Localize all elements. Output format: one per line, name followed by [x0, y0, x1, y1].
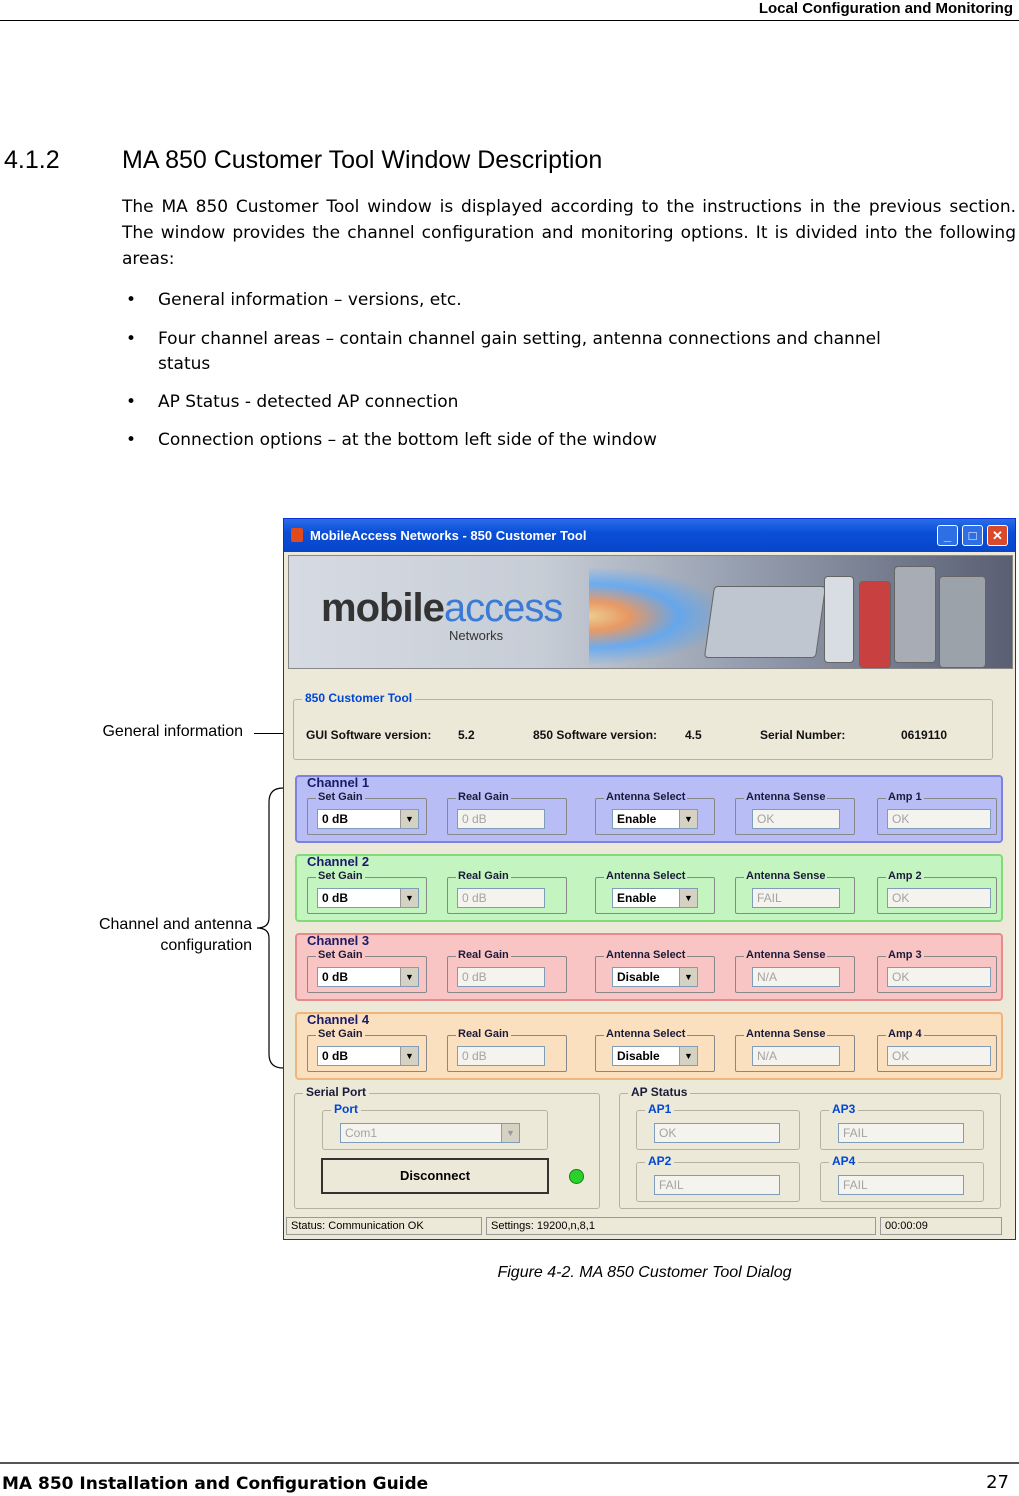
amp-status-field: OK — [887, 888, 991, 908]
real-gain-field: 0 dB — [457, 967, 545, 987]
set-gain-select[interactable]: 0 dB ▼ — [317, 967, 419, 987]
window-title-bar[interactable] — [284, 519, 1015, 552]
ap2-group — [636, 1154, 800, 1202]
section-number: 4.1.2 — [4, 146, 60, 174]
pda-image — [939, 576, 986, 668]
chevron-down-icon[interactable]: ▼ — [400, 889, 418, 907]
antenna-sense-group: Antenna Sense N/A — [735, 956, 855, 993]
settings-text: Settings: 19200,n,8,1 — [486, 1217, 876, 1235]
amp-status-field: OK — [887, 1046, 991, 1066]
channel-label: Channel 2 — [307, 854, 370, 869]
pda-image — [894, 566, 936, 663]
software-version-value: 4.5 — [685, 728, 702, 742]
brand-logo-subtitle: Networks — [449, 628, 504, 643]
footer-divider — [0, 1462, 1019, 1464]
set-gain-group: Set Gain 0 dB ▼ — [307, 877, 427, 914]
antenna-select-group: Antenna Select Enable ▼ — [595, 798, 715, 835]
maximize-button[interactable]: □ — [962, 525, 983, 546]
brand-logo: mobileaccess — [321, 586, 563, 630]
serial-number-value: 0619110 — [901, 728, 948, 742]
ap4-group — [820, 1154, 984, 1202]
set-gain-select[interactable]: 0 dB ▼ — [317, 809, 419, 829]
amp-status-group: Amp 4 OK — [877, 1035, 997, 1072]
chevron-down-icon[interactable]: ▼ — [679, 810, 697, 828]
amp-status-field: OK — [887, 809, 991, 829]
chevron-down-icon[interactable]: ▼ — [400, 968, 418, 986]
set-gain-select[interactable]: 0 dB ▼ — [317, 888, 419, 908]
antenna-select-group: Antenna Select Enable ▼ — [595, 877, 715, 914]
real-gain-group: Real Gain 0 dB — [447, 1035, 567, 1072]
section-title: MA 850 Customer Tool Window Description — [122, 146, 603, 174]
ap1-label: AP1 — [645, 1102, 674, 1116]
antenna-sense-group: Antenna Sense OK — [735, 798, 855, 835]
real-gain-field: 0 dB — [457, 809, 545, 829]
page-header-title: Local Configuration and Monitoring — [758, 0, 1013, 17]
elapsed-time: 00:00:09 — [880, 1217, 1002, 1235]
customer-tool-window — [283, 518, 1016, 1240]
chevron-down-icon[interactable]: ▼ — [679, 889, 697, 907]
channel-label: Channel 4 — [307, 1012, 370, 1027]
real-gain-group: Real Gain 0 dB — [447, 877, 567, 914]
callout-general-information: General information — [102, 723, 243, 740]
status-text: Status: Communication OK — [286, 1217, 482, 1235]
ap4-label: AP4 — [829, 1154, 858, 1168]
port-label: Port — [331, 1102, 361, 1116]
laptop-image — [704, 586, 826, 658]
callout-brace — [255, 786, 285, 1071]
set-gain-group: Set Gain 0 dB ▼ — [307, 1035, 427, 1072]
ap2-label: AP2 — [645, 1154, 674, 1168]
ap3-field: FAIL — [838, 1123, 964, 1143]
intro-paragraph: The MA 850 Customer Tool window is displayed according to the instructions in the previous section. The window provides the channel configuration and monitoring options. It is divided into the following areas: — [122, 197, 1016, 269]
antenna-select-group: Antenna Select Disable ▼ — [595, 956, 715, 993]
amp-status-field: OK — [887, 967, 991, 987]
antenna-sense-field: N/A — [752, 967, 840, 987]
software-version-label: 850 Software version: — [533, 728, 658, 742]
antenna-sense-field: FAIL — [752, 888, 840, 908]
callout-channel-line1: Channel and antenna — [98, 916, 252, 933]
antenna-sense-field: OK — [752, 809, 840, 829]
page-number: 27 — [986, 1472, 1009, 1493]
phone-image — [824, 576, 854, 663]
amp-status-group: Amp 2 OK — [877, 877, 997, 914]
status-bar — [284, 1215, 1015, 1239]
general-info-group — [293, 691, 993, 760]
gui-version-label: GUI Software version: — [306, 728, 432, 742]
window-title: MobileAccess Networks - 850 Customer Tool — [310, 528, 587, 543]
real-gain-field: 0 dB — [457, 1046, 545, 1066]
ap4-field: FAIL — [838, 1175, 964, 1195]
antenna-select-dropdown[interactable]: Enable ▼ — [612, 809, 698, 829]
general-info-label: 850 Customer Tool — [302, 691, 415, 705]
gui-version-value: 5.2 — [458, 728, 475, 742]
antenna-sense-field: N/A — [752, 1046, 840, 1066]
chevron-down-icon[interactable]: ▼ — [400, 810, 418, 828]
ap1-group — [636, 1102, 800, 1150]
port-group — [322, 1102, 548, 1150]
ap3-group — [820, 1102, 984, 1150]
footer-title: MA 850 Installation and Configuration Guide — [2, 1474, 429, 1494]
connection-led-icon — [569, 1169, 584, 1184]
antenna-select-dropdown[interactable]: Enable ▼ — [612, 888, 698, 908]
ap2-field: FAIL — [654, 1175, 780, 1195]
phone-image — [859, 581, 891, 668]
channel-2-panel — [295, 854, 1003, 922]
serial-number-label: Serial Number: — [760, 728, 846, 742]
callout-channel-line2: configuration — [160, 937, 252, 954]
serial-port-group — [294, 1085, 600, 1209]
chevron-down-icon[interactable]: ▼ — [679, 968, 697, 986]
amp-status-group: Amp 3 OK — [877, 956, 997, 993]
port-select[interactable]: Com1 ▼ — [340, 1123, 520, 1143]
chevron-down-icon[interactable]: ▼ — [400, 1047, 418, 1065]
antenna-select-dropdown[interactable]: Disable ▼ — [612, 967, 698, 987]
section-heading — [4, 146, 602, 175]
header-divider — [0, 20, 1019, 21]
minimize-button[interactable]: _ — [937, 525, 958, 546]
figure-caption: Figure 4-2. MA 850 Customer Tool Dialog — [497, 1264, 792, 1281]
antenna-select-dropdown[interactable]: Disable ▼ — [612, 1046, 698, 1066]
amp-status-group: Amp 1 OK — [877, 798, 997, 835]
disconnect-button[interactable]: Disconnect — [321, 1158, 549, 1194]
channel-label: Channel 3 — [307, 933, 370, 948]
channel-3-panel — [295, 933, 1003, 1001]
serial-port-label: Serial Port — [303, 1085, 369, 1099]
antenna-sense-group: Antenna Sense FAIL — [735, 877, 855, 914]
channel-1-panel — [295, 775, 1003, 843]
brand-banner — [288, 555, 1013, 669]
set-gain-select[interactable]: 0 dB ▼ — [317, 1046, 419, 1066]
set-gain-group: Set Gain 0 dB ▼ — [307, 956, 427, 993]
ap-status-group — [619, 1085, 1001, 1209]
close-button[interactable]: ✕ — [987, 525, 1008, 546]
real-gain-field: 0 dB — [457, 888, 545, 908]
chevron-down-icon[interactable]: ▼ — [679, 1047, 697, 1065]
real-gain-group: Real Gain 0 dB — [447, 798, 567, 835]
channel-4-panel — [295, 1012, 1003, 1080]
ap-status-label: AP Status — [628, 1085, 690, 1099]
chevron-down-icon[interactable]: ▼ — [501, 1124, 519, 1142]
app-icon — [291, 528, 303, 542]
ap1-field: OK — [654, 1123, 780, 1143]
channel-label: Channel 1 — [307, 775, 370, 790]
set-gain-group: Set Gain 0 dB ▼ — [307, 798, 427, 835]
antenna-select-group: Antenna Select Disable ▼ — [595, 1035, 715, 1072]
real-gain-group: Real Gain 0 dB — [447, 956, 567, 993]
ap3-label: AP3 — [829, 1102, 858, 1116]
antenna-sense-group: Antenna Sense N/A — [735, 1035, 855, 1072]
